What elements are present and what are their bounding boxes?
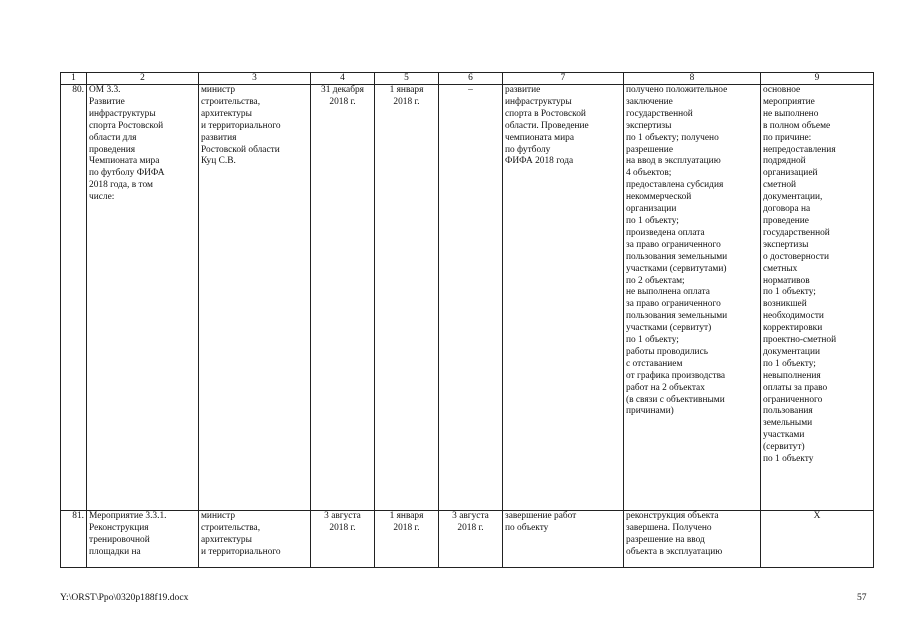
header-cell: 5 — [375, 73, 439, 85]
expected-result-cell: развитие инфраструктуры спорта в Ростовской области. Проведение чемпионата мира по футболу ФИФА 2018 года — [503, 85, 624, 511]
header-cell: 2 — [87, 73, 199, 85]
problems-cell: основное мероприятие не выполнено в полном объеме по причине: непредоставления подрядной организацией сметной документации, договора на проведение государственной экспертизы о достоверности сметных нормативов по 1 объекту; возникшей необходимости корректировки проектно-сметной документации по 1 объекту; невыполнения оплаты за право ограниченного пользования земельными участками (сервитут) по 1 объекту — [761, 85, 874, 511]
report-table — [60, 72, 874, 568]
measure-cell: Мероприятие 3.3.1. Реконструкция тренировочной площадки на — [87, 511, 199, 568]
page-number: 57 — [857, 592, 867, 603]
header-cell: 7 — [503, 73, 624, 85]
executor-cell: министр строительства, архитектуры и территориального — [199, 511, 311, 568]
header-cell: 4 — [311, 73, 375, 85]
actual-result-cell: реконструкция объекта завершена. Получено разрешение на ввод объекта в эксплуатацию — [624, 511, 761, 568]
header-cell: 9 — [761, 73, 874, 85]
plan-start-cell: 1 января 2018 г. — [375, 85, 439, 511]
row-number: 80. — [61, 85, 87, 511]
plan-end-cell: 31 декабря 2018 г. — [311, 85, 375, 511]
header-cell: 6 — [439, 73, 503, 85]
executor-cell: министр строительства, архитектуры и территориального развития Ростовской области Куц С.В. — [199, 85, 311, 511]
header-cell: 1 — [61, 73, 87, 85]
expected-result-cell: завершение работ по объекту — [503, 511, 624, 568]
actual-result-cell: получено положительное заключение государственной экспертизы по 1 объекту; получено разрешение на ввод в эксплуатацию 4 объектов; предоставлена субсидия некоммерческой организации по 1 объекту; произведена оплата за право ограниченного пользования земельными участками (сервитутами) по 2 объектам; не выполнена оплата за право ограниченного пользования земельными участками (сервитут) по 1 объекту; работы проводились с отставанием от графика производства работ на 2 объектах (в связи с объективными причинами) — [624, 85, 761, 511]
table-row — [61, 511, 874, 568]
row-number: 81. — [61, 511, 87, 568]
header-cell: 8 — [624, 73, 761, 85]
plan-start-cell: 1 января 2018 г. — [375, 511, 439, 568]
file-path: Y:\ORST\Ppo\0320p188f19.docx — [60, 592, 189, 603]
table-row — [61, 85, 874, 511]
actual-end-cell: 3 августа 2018 г. — [439, 511, 503, 568]
measure-cell: ОМ 3.3. Развитие инфраструктуры спорта Ростовской области для проведения Чемпионата мира по футболу ФИФА 2018 года, в том числе: — [87, 85, 199, 511]
problems-cell: Х — [761, 511, 874, 568]
plan-end-cell: 3 августа 2018 г. — [311, 511, 375, 568]
actual-end-cell: – — [439, 85, 503, 511]
header-cell: 3 — [199, 73, 311, 85]
header-row — [61, 73, 874, 85]
